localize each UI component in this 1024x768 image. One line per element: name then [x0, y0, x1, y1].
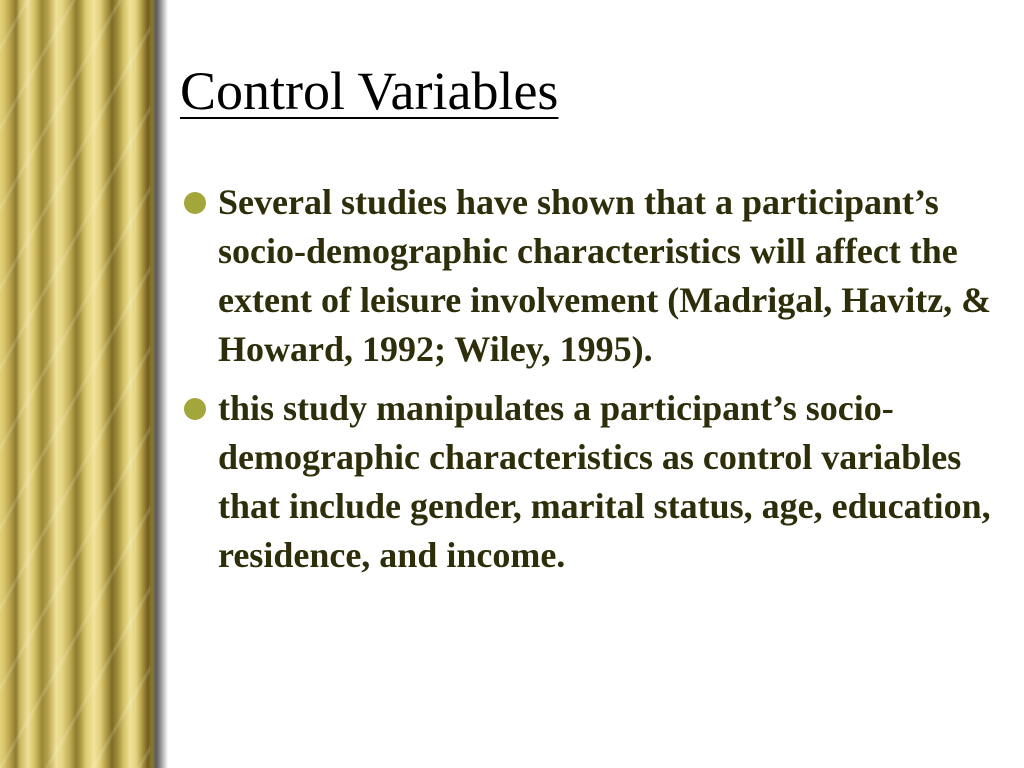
bullet-text: this study manipulates a participant’s socio-demographic characteristics as control variables that include gender, marital status, age, education, residence, and income.	[218, 388, 991, 575]
slide-title: Control Variables	[180, 61, 559, 121]
bullet-list	[182, 178, 1012, 590]
decorative-column-band	[0, 0, 168, 768]
bullet-item	[182, 178, 1012, 374]
bullet-item	[182, 384, 1012, 580]
bullet-text: Several studies have shown that a participant’s socio-demographic characteristics will affect the extent of leisure involvement (Madrigal, Havitz, & Howard, 1992; Wiley, 1995).	[218, 182, 992, 369]
bullet-dot-icon	[184, 398, 206, 420]
bullet-dot-icon	[184, 192, 206, 214]
